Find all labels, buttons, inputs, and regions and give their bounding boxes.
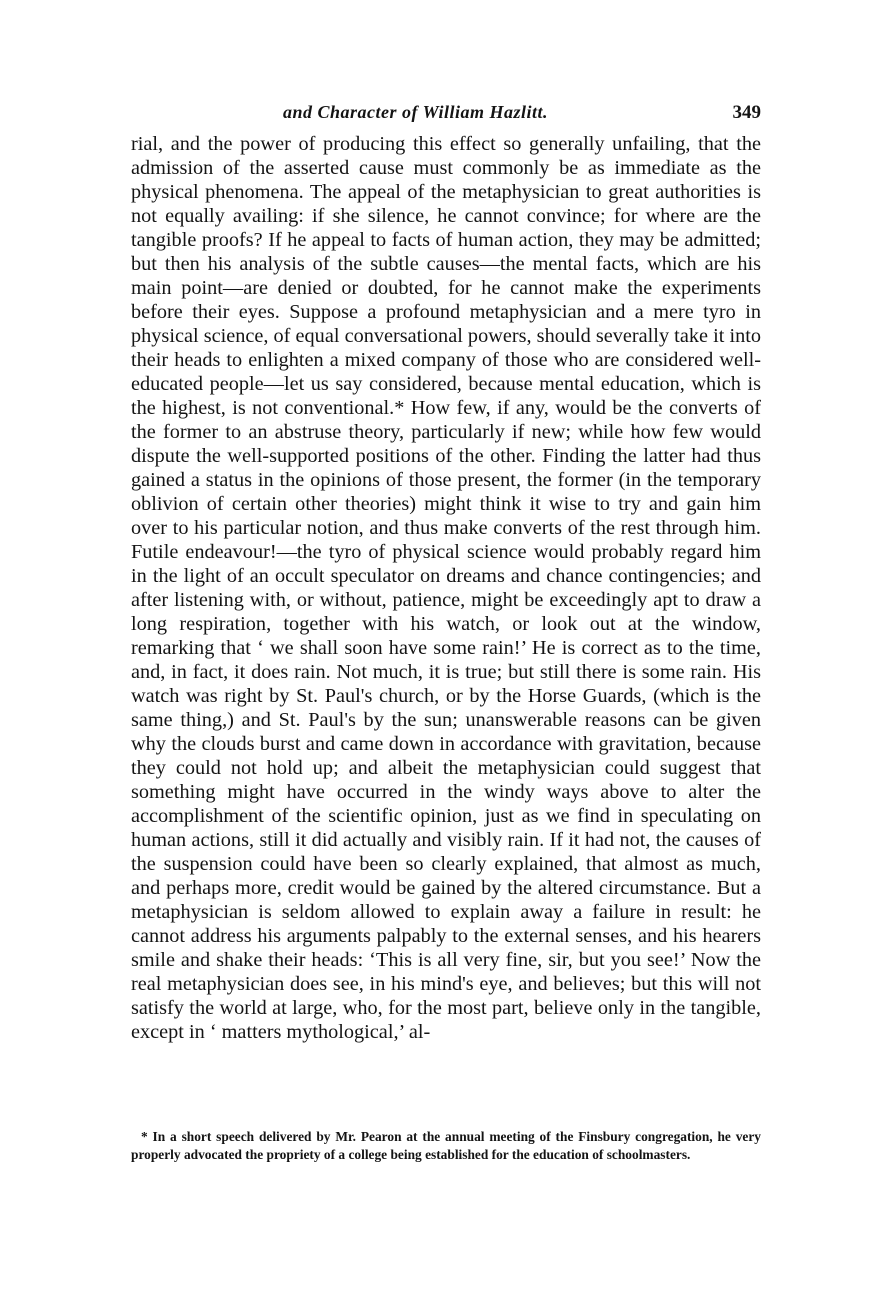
footnote-text: * In a short speech delivered by Mr. Pearon at the annual meeting of the Finsbury congregation, he very properly advocated the propriety of a college being established for the education of schoolmasters. — [131, 1129, 761, 1162]
body-paragraph: rial, and the power of producing this effect so generally unfailing, that the admission of the asserted cause must commonly be as immediate as the physical phenomena. The appeal of the metaphysician to great authorities is not equally availing: if she silence, he cannot convince; for where are the tangible proofs? If he appeal to facts of human action, they may be admitted; but then his analysis of the subtle causes—the mental facts, which are his main point—are denied or doubted, for he cannot make the experiments before their eyes. Suppose a profound metaphysician and a mere tyro in physical science, of equal conversational powers, should severally take it into their heads to enlighten a mixed company of those who are considered well-educated people—let us say considered, because mental education, which is the highest, is not conventional.* How few, if any, would be the converts of the former to an abstruse theory, particularly if new; while how few would dispute the well-supported positions of the other. Finding the latter had thus gained a status in the opinions of those present, the former (in the temporary oblivion of certain other theories) might think it wise to try and gain him over to his particular notion, and thus make converts of the rest through him. Futile endeavour!—the tyro of physical science would probably regard him in the light of an occult speculator on dreams and chance contingencies; and after listening with, or without, patience, might be exceedingly apt to draw a long respiration, together with his watch, or look out at the window, remarking that ‘ we shall soon have some rain!’ He is correct as to the time, and, in fact, it does rain. Not much, it is true; but still there is some rain. His watch was right by St. Paul's church, or by the Horse Guards, (which is the same thing,) and St. Paul's by the sun; unanswerable reasons can be given why the clouds burst and came down in accordance with gravitation, because they could not hold up; and albeit the metaphysician could suggest that something might have occurred in the windy ways above to alter the accomplishment of the scientific opinion, just as we find in speculating on human actions, still it did actually and visibly rain. If it had not, the causes of the suspension could have been so clearly explained, that almost as much, and perhaps more, credit would be gained by the altered circumstance. But a metaphysician is seldom allowed to explain away a failure in result: he cannot address his arguments palpably to the external senses, and his hearers smile and shake their heads: ‘This is all very fine, sir, but you see!’ Now the real metaphysician does see, in his mind's eye, and believes; but this will not satisfy the world at large, who, for the most part, believe only in the tangible, except in ‘ matters mythological,’ al- — [131, 133, 761, 1043]
footnote — [131, 1128, 761, 1164]
page-header — [131, 98, 761, 134]
running-head: and Character of William Hazlitt. — [283, 102, 549, 122]
page-number: 349 — [732, 102, 761, 123]
body-text — [131, 132, 761, 1044]
